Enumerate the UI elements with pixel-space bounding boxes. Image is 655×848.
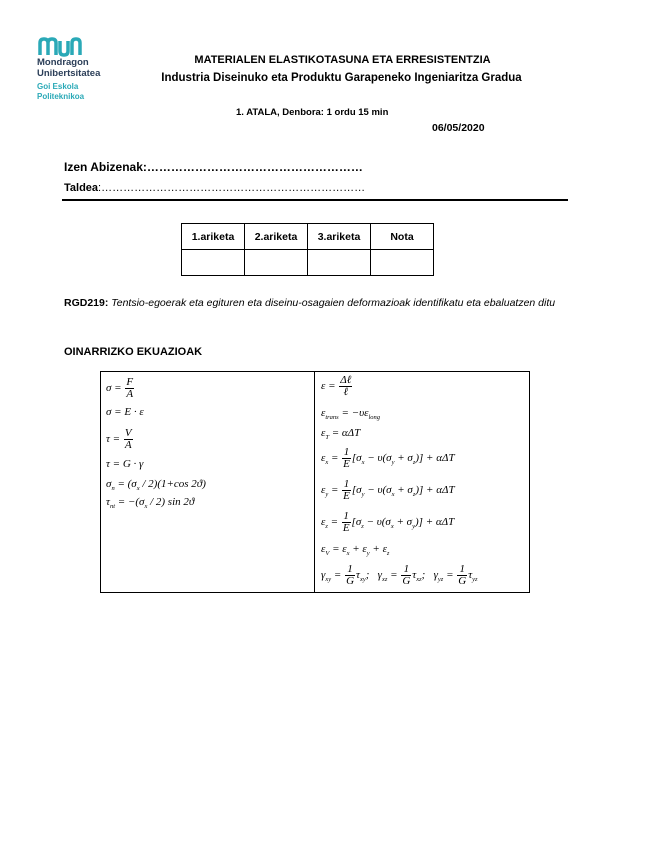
divider	[62, 199, 568, 201]
equation-thermal-strain: $\varepsilon_T = \alpha\Delta T$	[321, 427, 361, 442]
grades-header: 3.ariketa	[308, 224, 371, 250]
grade-cell[interactable]	[245, 250, 308, 276]
equation-tau-nt: $\tau_{nt} = -(\sigma_x / 2)$ sin 2ϑ	[106, 496, 195, 511]
name-field[interactable]	[64, 160, 363, 174]
grades-header: Nota	[371, 224, 434, 250]
rgd-text: Tentsio-egoerak eta egituren eta diseinu-osagaien deformazioak identifikatu eta ebaluatzen ditu	[111, 297, 556, 309]
logo-school-name: Goi Eskola Politeknikoa	[37, 82, 85, 101]
equations-divider	[314, 371, 315, 592]
equation-hooke: σ = E · ε	[106, 406, 144, 418]
equation-normal-stress: σ = $\frac{F}{A}$	[106, 376, 134, 400]
equation-shear-strains: $\gamma_{xy}$ = $\frac{1}{G}$ $\tau_{xy}$; $\gamma_{xz}$ = $\frac{1}{G}$ $\tau_{xz}$; $\gamma_{yz}$ = $\frac{1}{G}$ $\tau_{yz}$	[321, 563, 478, 587]
group-field[interactable]	[64, 182, 365, 194]
course-title: MATERIALEN ELASTIKOTASUNA ETA ERRESISTENTZIA	[194, 54, 491, 66]
equation-strain: ε = $\frac{\text{Δℓ}}{\text{ℓ}}$	[321, 374, 352, 398]
equation-epsilon-y: $\varepsilon_y$ = $\frac{1}{E}$ $[\sigma_y - \upsilon(\sigma_x + \sigma_z)] + \alpha\Delta T$	[321, 478, 455, 502]
equation-trans-strain: $\varepsilon_{trans} = -\upsilon\varepsilon_{long}$	[321, 407, 381, 422]
grade-cell[interactable]	[371, 250, 434, 276]
group-label: Taldea	[64, 182, 99, 194]
degree-title: Industria Diseinuko eta Produktu Garapeneko Ingeniaritza Gradua	[161, 72, 522, 84]
name-label: Izen Abizenak:	[64, 160, 147, 174]
equation-shear-hooke: τ = G · γ	[106, 458, 144, 470]
grade-cell[interactable]	[182, 250, 245, 276]
grades-header: 1.ariketa	[182, 224, 245, 250]
grades-table	[181, 223, 434, 276]
exam-date: 06/05/2020	[432, 122, 485, 134]
grade-cell[interactable]	[308, 250, 371, 276]
grades-header: 2.ariketa	[245, 224, 308, 250]
equation-sigma-n: $\sigma_n = (\sigma_x / 2)(1+\cos$ 2ϑ)	[106, 478, 206, 493]
equation-volumetric: $\varepsilon_V = \varepsilon_x + \varepsilon_y + \varepsilon_z$	[321, 543, 390, 558]
rgd-code: RGD219:	[64, 297, 109, 309]
equation-epsilon-z: $\varepsilon_z$ = $\frac{1}{E}$ $[\sigma_z - \upsilon(\sigma_x + \sigma_y)] + \alpha\Delta T$	[321, 510, 455, 534]
equations-heading: OINARRIZKO EKUAZIOAK	[64, 346, 203, 358]
logo-university-name: Mondragon Unibertsitatea	[37, 57, 101, 79]
name-dots: ………………………………………………	[146, 160, 363, 174]
equation-epsilon-x: $\varepsilon_x$ = $\frac{1}{E}$ $[\sigma_x - \upsilon(\sigma_y + \sigma_z)] + \alpha\Delta T$	[321, 446, 455, 470]
group-dots: :………………………………………………………………	[98, 182, 366, 194]
equation-shear-stress: τ = $\frac{V}{A}$	[106, 427, 132, 451]
learning-outcome	[64, 297, 574, 310]
exam-part: 1. ATALA, Denbora: 1 ordu 15 min	[236, 107, 389, 118]
